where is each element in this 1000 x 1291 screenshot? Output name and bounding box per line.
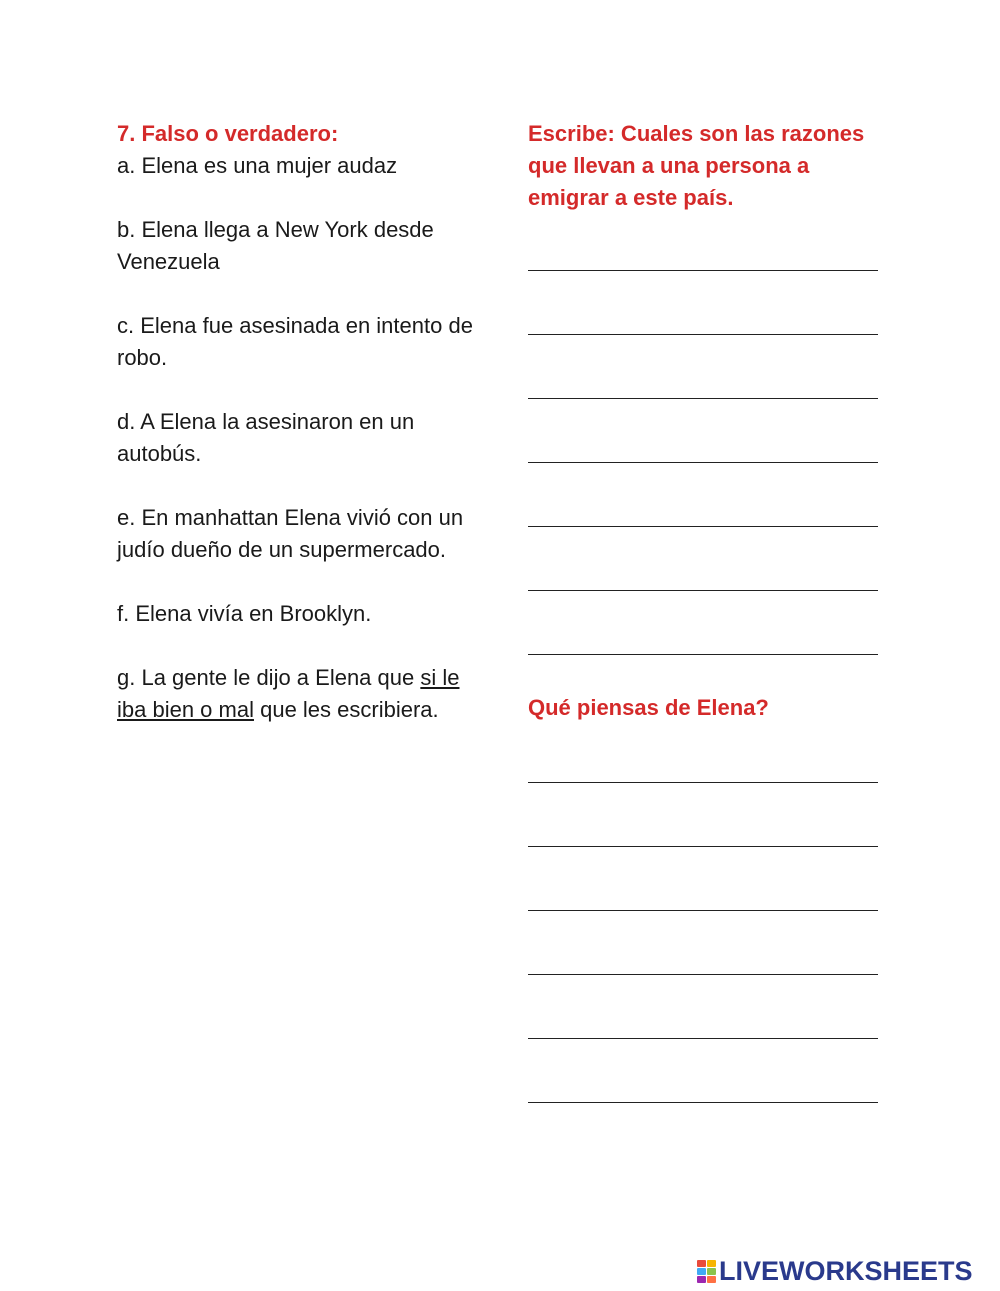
logo-square-1 xyxy=(697,1260,706,1267)
liveworksheets-logo xyxy=(697,1255,973,1287)
answer-line-opinion-5[interactable] xyxy=(528,1038,878,1039)
answer-line-opinion-6[interactable] xyxy=(528,1102,878,1103)
liveworksheets-logo-text: LIVEWORKSHEETS xyxy=(719,1255,973,1286)
question-b: b. Elena llega a New York desde Venezuela xyxy=(117,217,434,274)
question-e: e. En manhattan Elena vivió con un judío dueño de un supermercado. xyxy=(117,505,464,562)
answer-line-reasons-2[interactable] xyxy=(528,334,878,335)
answer-line-opinion-1[interactable] xyxy=(528,782,878,783)
logo-square-5 xyxy=(697,1276,706,1283)
question-g xyxy=(117,662,477,726)
question-c: c. Elena fue asesinada en intento de robo. xyxy=(117,313,473,370)
question-g-start: g. La gente le dijo a Elena que xyxy=(117,665,421,690)
answer-line-reasons-1[interactable] xyxy=(528,270,878,271)
logo-square-6 xyxy=(707,1276,716,1283)
question-g-underlined: si le iba bien o mal xyxy=(117,665,460,722)
questions-column xyxy=(117,118,477,726)
answer-line-reasons-5[interactable] xyxy=(528,526,878,527)
answer-line-opinion-3[interactable] xyxy=(528,910,878,911)
logo-square-4 xyxy=(707,1268,716,1275)
answer-line-opinion-2[interactable] xyxy=(528,846,878,847)
answer-line-reasons-3[interactable] xyxy=(528,398,878,399)
section-heading-true-false: 7. Falso o verdadero: xyxy=(117,121,339,146)
question-f: f. Elena vivía en Brooklyn. xyxy=(117,601,372,626)
logo-square-3 xyxy=(697,1268,706,1275)
question-g-end: que les escribiera. xyxy=(253,697,439,722)
question-d: d. A Elena la asesinaron en un autobús. xyxy=(117,409,415,466)
section-heading-reasons: Escribe: Cuales son las razones que llevan a una persona a emigrar a este país. xyxy=(528,121,865,210)
answer-line-reasons-6[interactable] xyxy=(528,590,878,591)
question-a: a. Elena es una mujer audaz xyxy=(117,153,398,178)
section-heading-opinion: Qué piensas de Elena? xyxy=(528,695,769,720)
writing-column xyxy=(528,118,888,720)
answer-line-reasons-7[interactable] xyxy=(528,654,878,655)
answer-line-opinion-4[interactable] xyxy=(528,974,878,975)
liveworksheets-logo-icon xyxy=(697,1260,716,1283)
answer-line-reasons-4[interactable] xyxy=(528,462,878,463)
logo-square-2 xyxy=(707,1260,716,1267)
